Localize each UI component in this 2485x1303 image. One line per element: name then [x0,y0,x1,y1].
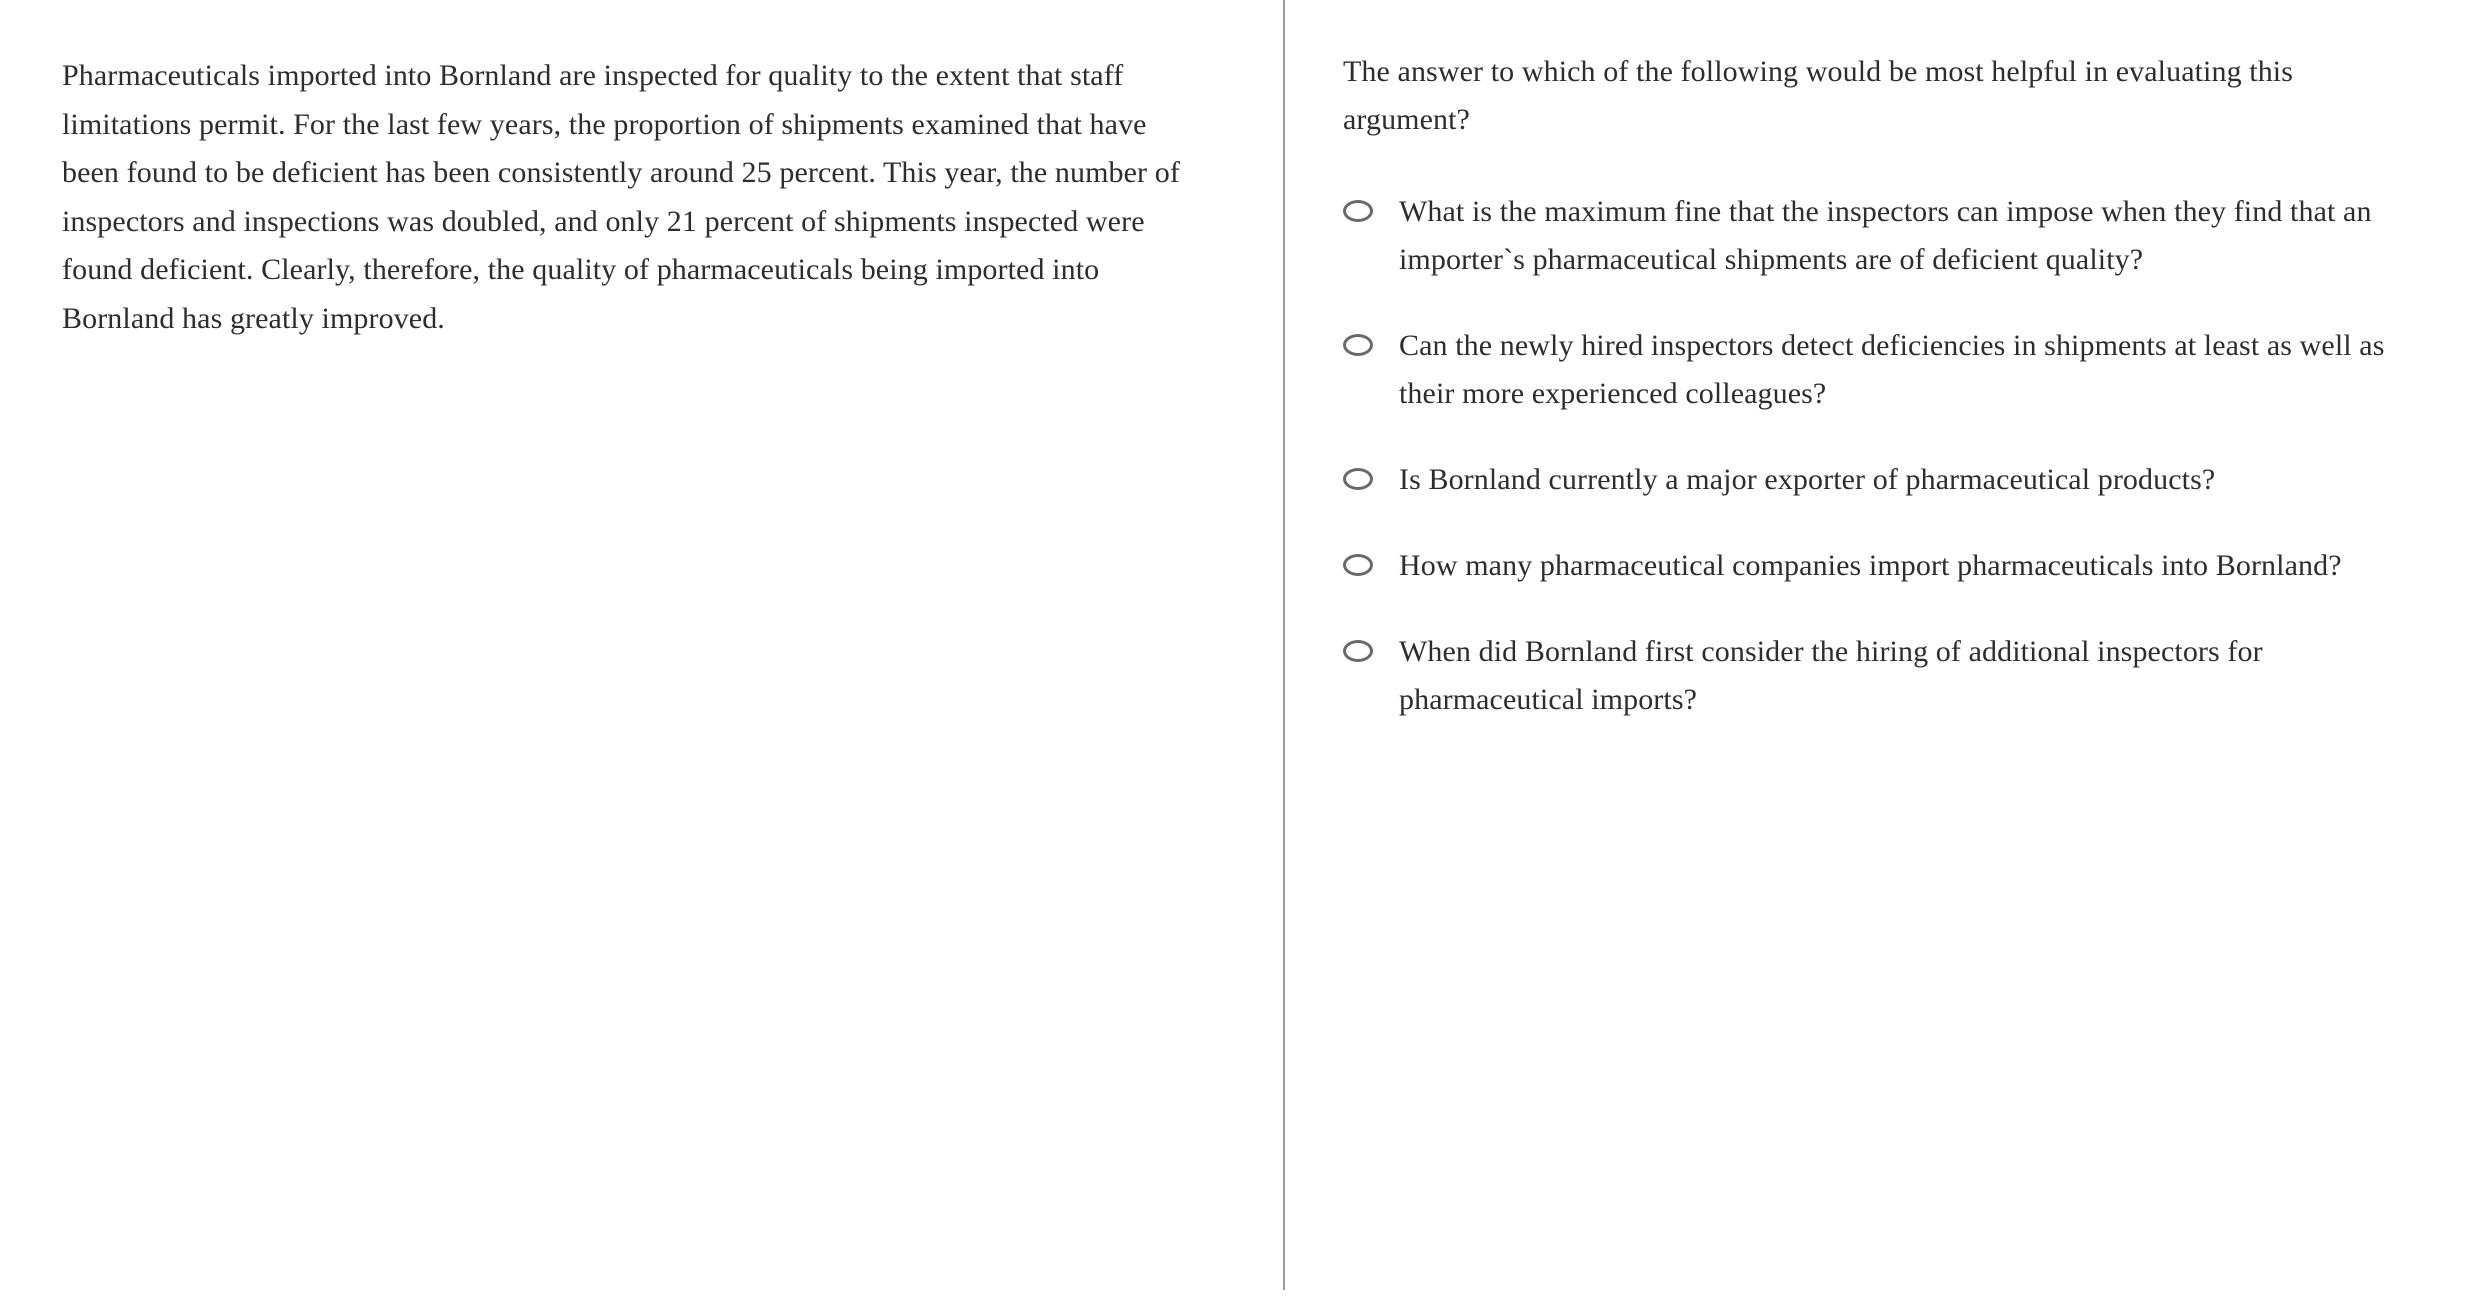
radio-button-icon[interactable] [1343,640,1373,662]
radio-button-icon[interactable] [1343,200,1373,222]
question-prompt: The answer to which of the following would be most helpful in evaluating this argument? [1343,55,2294,136]
radio-button-icon[interactable] [1343,334,1373,356]
answer-choice-label: Can the newly hired inspectors detect deficiencies in shipments at least as well as their more experienced colleagues? [1399,329,2385,410]
answer-choice-label: What is the maximum fine that the inspectors can impose when they find that an importer`s pharmaceutical shipments are of deficient quality? [1399,195,2372,276]
answer-choice[interactable] [1343,322,2415,418]
question-pane [1285,0,2485,1303]
answer-choice[interactable] [1343,188,2415,284]
answer-choice-label: Is Bornland currently a major exporter of pharmaceutical products? [1399,463,2216,496]
radio-button-icon[interactable] [1343,468,1373,490]
radio-button-icon[interactable] [1343,554,1373,576]
answer-choice[interactable] [1343,542,2415,590]
passage-text: Pharmaceuticals imported into Bornland are inspected for quality to the extent that staff limitations permit. For the last few years, the proportion of shipments examined that have been found to be deficient has been consistently around 25 percent. This year, the number of inspectors and inspections was doubled, and only 21 percent of shipments inspected were found deficient. Clearly, therefore, the quality of pharmaceuticals being imported into Bornland has greatly improved. [62,59,1180,335]
answer-choice-label: When did Bornland first consider the hiring of additional inspectors for pharmaceutical imports? [1399,635,2263,716]
answer-choice[interactable] [1343,628,2415,724]
answer-choice-label: How many pharmaceutical companies import pharmaceuticals into Bornland? [1399,549,2342,582]
answer-choice[interactable] [1343,456,2415,504]
answer-choices [1343,188,2415,724]
